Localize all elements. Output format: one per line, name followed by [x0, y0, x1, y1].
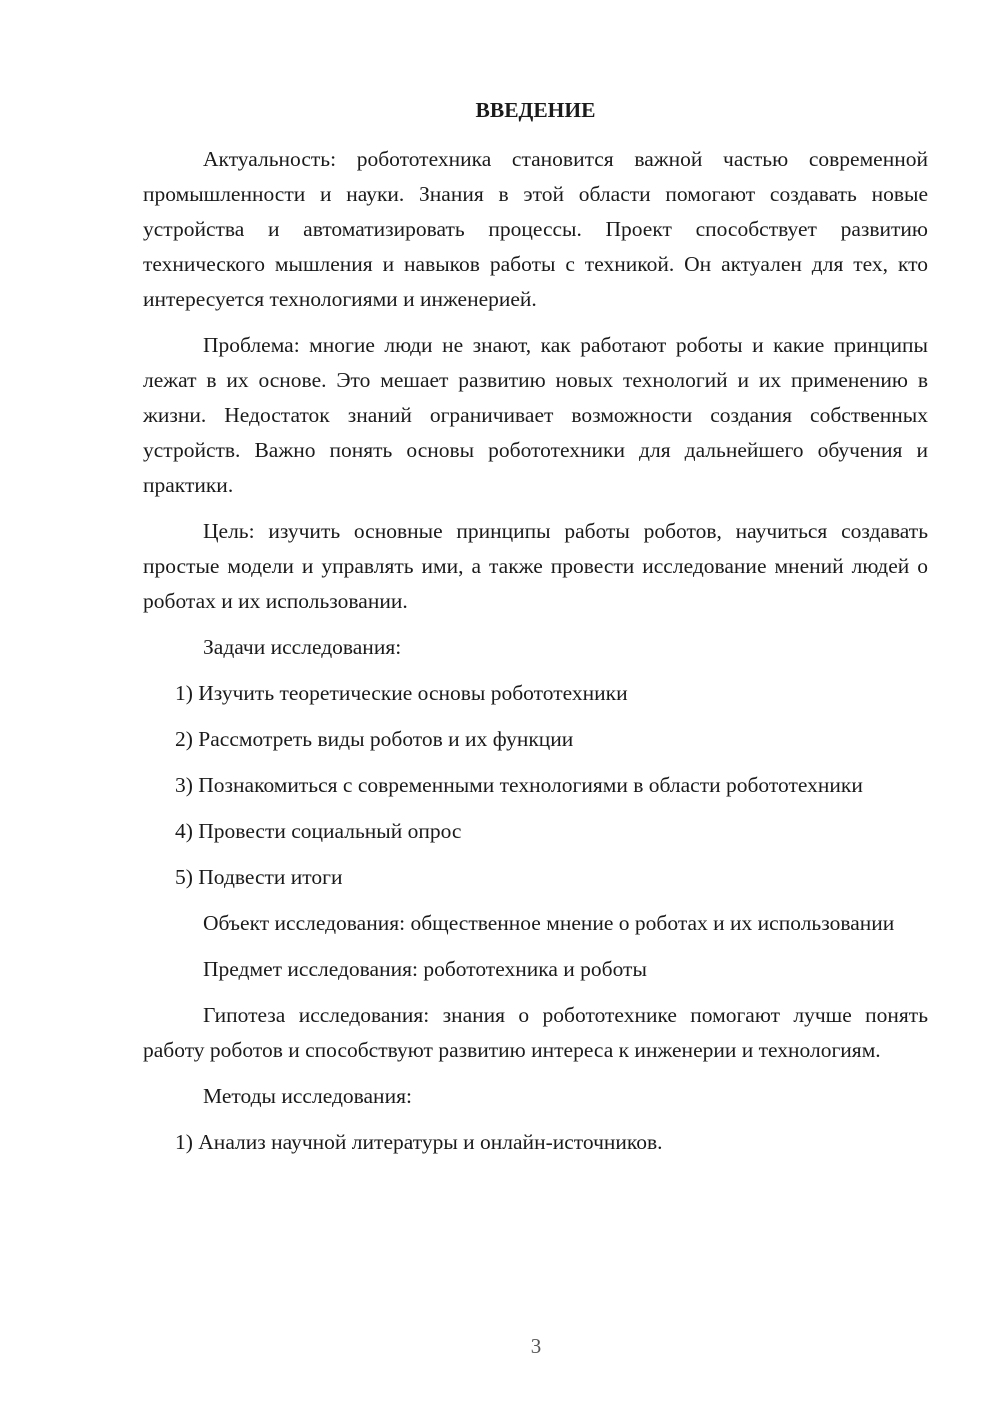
- task-item: 2) Рассмотреть виды роботов и их функции: [175, 727, 574, 751]
- methods-heading: Методы исследования:: [203, 1084, 412, 1108]
- document-page: [143, 95, 928, 1171]
- paragraph-problem: Проблема: многие люди не знают, как работают роботы и какие принципы лежат в их основе. Это мешает развитию новых технологий и их применению в жизни. Недостаток знаний ограничивает возможности создания собственных устройств. Важно понять основы робототехники для дальнейшего обучения и практики.: [143, 333, 928, 497]
- task-item: 1) Изучить теоретические основы робототехники: [175, 681, 628, 705]
- task-item: 3) Познакомиться с современными технологиями в области робототехники: [175, 773, 863, 797]
- paragraph-subject: Предмет исследования: робототехника и роботы: [203, 957, 647, 981]
- section-title: ВВЕДЕНИЕ: [475, 98, 596, 122]
- page-number: 3: [530, 1334, 542, 1358]
- method-item: 1) Анализ научной литературы и онлайн-источников.: [175, 1130, 663, 1154]
- paragraph-hypothesis: Гипотеза исследования: знания о робототехнике помогают лучше понять работу роботов и способствуют развитию интереса к инженерии и технологиям.: [143, 1003, 928, 1062]
- paragraph-goal: Цель: изучить основные принципы работы роботов, научиться создавать простые модели и управлять ими, а также провести исследование мнений людей о роботах и их использовании.: [143, 519, 928, 613]
- tasks-heading: Задачи исследования:: [203, 635, 402, 659]
- paragraph-relevance: Актуальность: робототехника становится важной частью современной промышленности и науки. Знания в этой области помогают создавать новые устройства и автоматизировать процессы. Проект способствует развитию технического мышления и навыков работы с техникой. Он актуален для тех, кто интересуется технологиями и инженерией.: [143, 147, 928, 311]
- task-item: 5) Подвести итоги: [175, 865, 343, 889]
- paragraph-object: Объект исследования: общественное мнение о роботах и их использовании: [203, 911, 895, 935]
- task-item: 4) Провести социальный опрос: [175, 819, 462, 843]
